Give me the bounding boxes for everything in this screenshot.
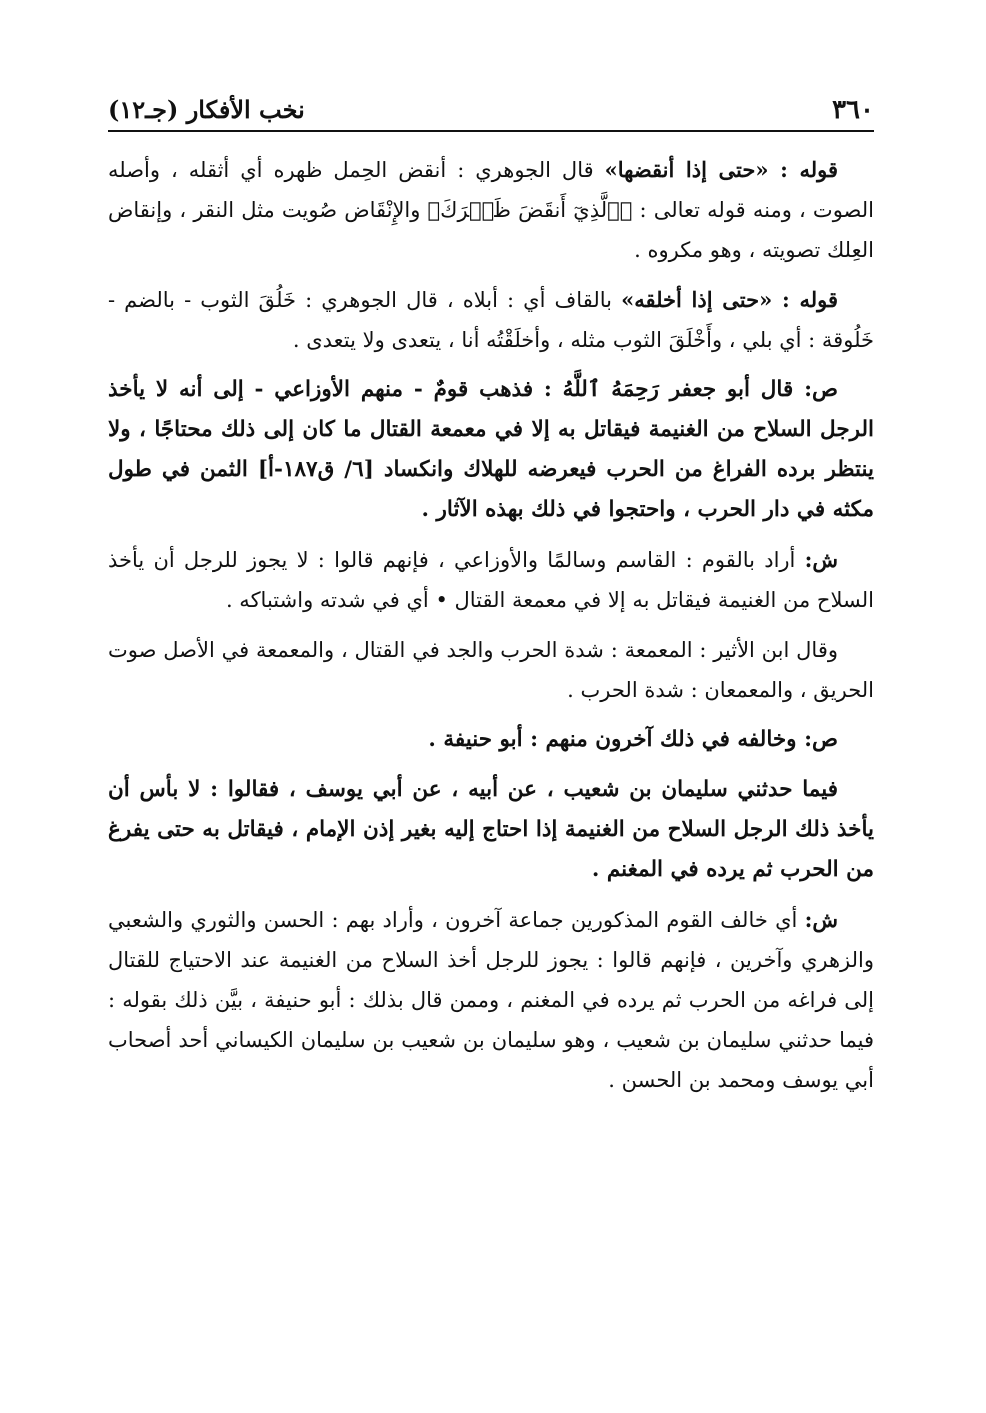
paragraph-label: قوله : «حتى إذا أخلقه»	[621, 287, 838, 312]
matn-paragraph	[108, 720, 874, 760]
paragraph-text: أي خالف القوم المذكورين جماعة آخرون ، وأراد بهم : الحسن والثوري والشعبي والزهري وآخرين ، فإنهم قالوا : يجوز للرجل أخذ السلاح من الغنيمة عند الاحتياج للقتال إلى فراغه من الحرب ثم يرده في المغنم ، وممن قال بذلك : أبو حنيفة ، بيَّن ذلك بقوله : فيما حدثني سليمان بن شعيب ، وهو سليمان بن شعيب بن سليمان الكيساني أحد أصحاب أبي يوسف ومحمد بن الحسن .	[108, 908, 875, 1092]
paragraph-text: فيما حدثني سليمان بن شعيب ، عن أبيه ، عن أبي يوسف ، فقالوا : لا بأس أن يأخذ ذلك الرجل السلاح من الغنيمة إذا احتاج إليه بغير إذن الإمام ، فيقاتل به حتى يفرغ من الحرب ثم يرده في المغنم .	[108, 777, 874, 882]
paragraph-text: وخالفه في ذلك آخرون منهم : أبو حنيفة .	[428, 727, 805, 752]
paragraph-label: ش:	[804, 907, 838, 932]
paragraph-text: بالقاف أي : أبلاه ، قال الجوهري : خَلُقَ الثوب - بالضم - خَلُوقة : أي بلي ، وأَخْلَقَ الثوب مثله ، وأخلَقْتُه أنا ، يتعدى ولا يتعدى .	[108, 288, 874, 352]
matn-paragraph	[108, 770, 874, 890]
commentary-paragraph	[108, 540, 874, 620]
paragraph-text: وقال ابن الأثير : المعمعة : شدة الحرب والجد في القتال ، والمعمعة في الأصل صوت الحريق ، والمعمعان : شدة الحرب .	[108, 638, 874, 702]
page-header	[108, 86, 874, 126]
page-number: ٣٦٠	[832, 95, 874, 125]
commentary-paragraph	[108, 900, 874, 1100]
paragraph	[108, 150, 874, 270]
paragraph-label: ص:	[804, 377, 838, 402]
book-title: نخب الأفكار (جـ١٢)	[108, 95, 305, 124]
paragraph-label: قوله : «حتى إذا أنقضها»	[604, 157, 838, 182]
header-rule	[108, 130, 874, 132]
matn-paragraph	[108, 370, 874, 530]
page-body	[108, 150, 874, 1110]
paragraph-label: ش:	[804, 547, 838, 572]
paragraph-label: ص:	[804, 727, 838, 752]
paragraph	[108, 280, 874, 360]
paragraph-text: قال الجوهري : أنقض الحِمل ظهره أي أثقله ، وأصله الصوت ، ومنه قوله تعالى : ﴿ٱلَّذِيٓ أَنقَضَ ظَهۡرَكَ﴾ والإِنْقَاض صُويت مثل النقر ، وإنقاض العِلك تصويته ، وهو مكروه .	[108, 158, 874, 262]
paragraph-text: قال أبو جعفر رَحِمَهُ ٱللَّهُ : فذهب قومٌ - منهم الأوزاعي - إلى أنه لا يأخذ الرجل السلاح من الغنيمة فيقاتل به إلا في معمعة القتال ما كان إلى ذلك محتاجًا ، ولا ينتظر برده الفراغ من الحرب فيعرضه للهلاك وانكساد [٦/ ق١٨٧-أ] الثمن في طول مكثه في دار الحرب ، واحتجوا في ذلك بهذه الآثار .	[108, 377, 874, 522]
paragraph-text: أراد بالقوم : القاسم وسالمًا والأوزاعي ، فإنهم قالوا : لا يجوز للرجل أن يأخذ السلاح من الغنيمة فيقاتل به إلا في معمعة القتال • أي في شدته واشتباكه .	[108, 548, 874, 612]
paragraph	[108, 630, 874, 710]
